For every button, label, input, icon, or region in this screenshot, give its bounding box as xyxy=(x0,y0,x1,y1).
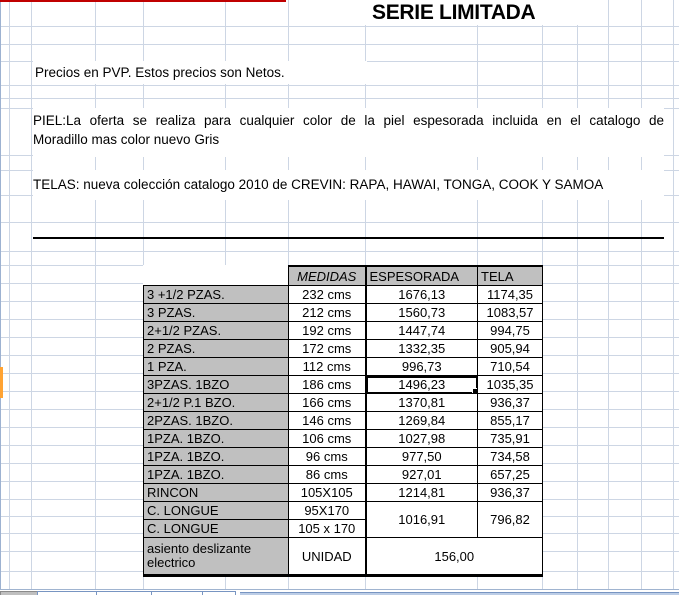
tela-cell[interactable]: 1083,57 xyxy=(478,304,543,322)
gridline xyxy=(31,0,32,589)
row-label-cell[interactable]: 1 PZA. xyxy=(144,358,289,376)
medidas-cell[interactable]: 212 cms xyxy=(289,304,366,322)
gridline xyxy=(0,44,679,45)
table-row xyxy=(144,358,543,376)
espesorada-cell[interactable]: 1214,81 xyxy=(366,484,478,502)
table-row xyxy=(144,538,543,576)
gridline xyxy=(9,0,10,589)
tela-cell[interactable]: 710,54 xyxy=(478,358,543,376)
gridline xyxy=(0,251,679,252)
espesorada-cell[interactable]: 1560,73 xyxy=(366,304,478,322)
table-row xyxy=(144,304,543,322)
tela-cell[interactable]: 796,82 xyxy=(478,502,543,538)
row-label-cell[interactable]: 3 PZAS. xyxy=(144,304,289,322)
espesorada-cell[interactable]: 1016,91 xyxy=(366,502,478,538)
tela-cell[interactable]: 735,91 xyxy=(478,430,543,448)
row-label-cell[interactable]: 2PZAS. 1BZO. xyxy=(144,412,289,430)
sheet-tab[interactable] xyxy=(0,591,39,595)
row-label-cell[interactable]: 2 PZAS. xyxy=(144,340,289,358)
note-piel[interactable] xyxy=(33,108,664,157)
row-label-cell[interactable]: C. LONGUE xyxy=(144,502,289,520)
price-table xyxy=(143,265,543,577)
medidas-cell[interactable]: 192 cms xyxy=(289,322,366,340)
tela-cell[interactable]: 855,17 xyxy=(478,412,543,430)
page-title[interactable]: SERIE LIMITADA xyxy=(365,0,584,25)
row-label-cell[interactable]: C. LONGUE xyxy=(144,520,289,538)
row-label-cell[interactable]: 3PZAS. 1BZO xyxy=(144,376,289,394)
note-precios[interactable]: Precios en PVP. Estos precios son Netos. xyxy=(33,61,367,84)
tela-cell[interactable]: 994,75 xyxy=(478,322,543,340)
gridline xyxy=(95,0,96,589)
gridline xyxy=(608,0,609,589)
tela-cell[interactable]: 936,37 xyxy=(478,394,543,412)
tela-cell[interactable]: 657,25 xyxy=(478,466,543,484)
espesorada-cell[interactable]: 1269,84 xyxy=(366,412,478,430)
table-row xyxy=(144,394,543,412)
gridline xyxy=(0,222,679,223)
table-row xyxy=(144,430,543,448)
medidas-cell[interactable]: 105X105 xyxy=(289,484,366,502)
gridline xyxy=(0,98,679,99)
row-label-cell[interactable]: 3 +1/2 PZAS. xyxy=(144,286,289,304)
medidas-cell[interactable]: 105 x 170 xyxy=(289,520,366,538)
medidas-cell[interactable]: 172 cms xyxy=(289,340,366,358)
row-label-cell[interactable]: 2+1/2 PZAS. xyxy=(144,322,289,340)
table-row xyxy=(144,484,543,502)
medidas-cell[interactable]: 166 cms xyxy=(289,394,366,412)
medidas-cell[interactable]: 96 cms xyxy=(289,448,366,466)
gridline xyxy=(0,26,679,27)
espesorada-cell[interactable]: 1496,23 xyxy=(366,376,478,394)
note-piel-line1: PIEL:La oferta se realiza para cualquier color de la piel espesorada incluida en el catalogo de xyxy=(33,113,664,128)
medidas-cell[interactable]: 232 cms xyxy=(289,286,366,304)
row-label-cell[interactable]: 1PZA. 1BZO. xyxy=(144,448,289,466)
orange-marker xyxy=(0,367,3,398)
row-label-cell[interactable]: asiento deslizante electrico xyxy=(144,538,289,576)
espesorada-cell[interactable]: 1676,13 xyxy=(366,286,478,304)
gridline xyxy=(0,85,679,86)
tela-cell[interactable]: 1035,35 xyxy=(478,376,543,394)
medidas-cell[interactable]: 95X170 xyxy=(289,502,366,520)
table-row xyxy=(144,376,543,394)
row-label-cell[interactable]: 1PZA. 1BZO. xyxy=(144,466,289,484)
divider-line xyxy=(33,237,664,239)
sheet-tab[interactable] xyxy=(37,591,98,595)
col-header-medidas[interactable]: MEDIDAS xyxy=(289,266,366,286)
espesorada-cell[interactable]: 996,73 xyxy=(366,358,478,376)
col-header-tela[interactable]: TELA xyxy=(478,266,543,286)
tela-cell[interactable]: 1174,35 xyxy=(478,286,543,304)
row-label-cell[interactable]: RINCON xyxy=(144,484,289,502)
sheet-tab[interactable] xyxy=(151,591,204,595)
sheet-tab[interactable] xyxy=(96,591,153,595)
medidas-cell[interactable]: UNIDAD xyxy=(289,538,366,576)
col-header-empty[interactable] xyxy=(144,266,289,286)
note-telas[interactable]: TELAS: nueva colección catalogo 2010 de CREVIN: RAPA, HAWAI, TONGA, COOK Y SAMOA xyxy=(33,170,664,200)
espesorada-cell[interactable]: 1447,74 xyxy=(366,322,478,340)
sheet-tab-strip xyxy=(0,589,679,595)
medidas-cell[interactable]: 112 cms xyxy=(289,358,366,376)
fill-handle[interactable] xyxy=(472,388,478,394)
medidas-cell[interactable]: 146 cms xyxy=(289,412,366,430)
table-row xyxy=(144,340,543,358)
medidas-cell[interactable]: 106 cms xyxy=(289,430,366,448)
sheet-left-edge xyxy=(0,0,1,589)
tela-cell[interactable]: 905,94 xyxy=(478,340,543,358)
espesorada-cell[interactable]: 977,50 xyxy=(366,448,478,466)
red-marker-line xyxy=(0,0,286,2)
table-row xyxy=(144,448,543,466)
table-row xyxy=(144,412,543,430)
note-piel-line2: Moradillo mas color nuevo Gris xyxy=(33,132,220,147)
espesorada-cell[interactable]: 1027,98 xyxy=(366,430,478,448)
sheet-tab[interactable] xyxy=(202,591,236,595)
gridline xyxy=(673,0,674,589)
col-header-espesorada[interactable]: ESPESORADA xyxy=(366,266,478,286)
row-label-cell[interactable]: 2+1/2 P.1 BZO. xyxy=(144,394,289,412)
tela-cell[interactable]: 734,58 xyxy=(478,448,543,466)
table-row xyxy=(144,502,543,520)
tela-cell[interactable]: 936,37 xyxy=(478,484,543,502)
gridline xyxy=(577,0,578,589)
gridline xyxy=(641,0,642,589)
medidas-cell[interactable]: 186 cms xyxy=(289,376,366,394)
espesorada-cell[interactable]: 1370,81 xyxy=(366,394,478,412)
table-row xyxy=(144,322,543,340)
espesorada-cell[interactable]: 1332,35 xyxy=(366,340,478,358)
espesorada-cell[interactable]: 156,00 xyxy=(366,538,543,576)
row-label-cell[interactable]: 1PZA. 1BZO. xyxy=(144,430,289,448)
medidas-cell[interactable]: 86 cms xyxy=(289,466,366,484)
espesorada-cell[interactable]: 927,01 xyxy=(366,466,478,484)
table-row xyxy=(144,286,543,304)
table-row xyxy=(144,466,543,484)
